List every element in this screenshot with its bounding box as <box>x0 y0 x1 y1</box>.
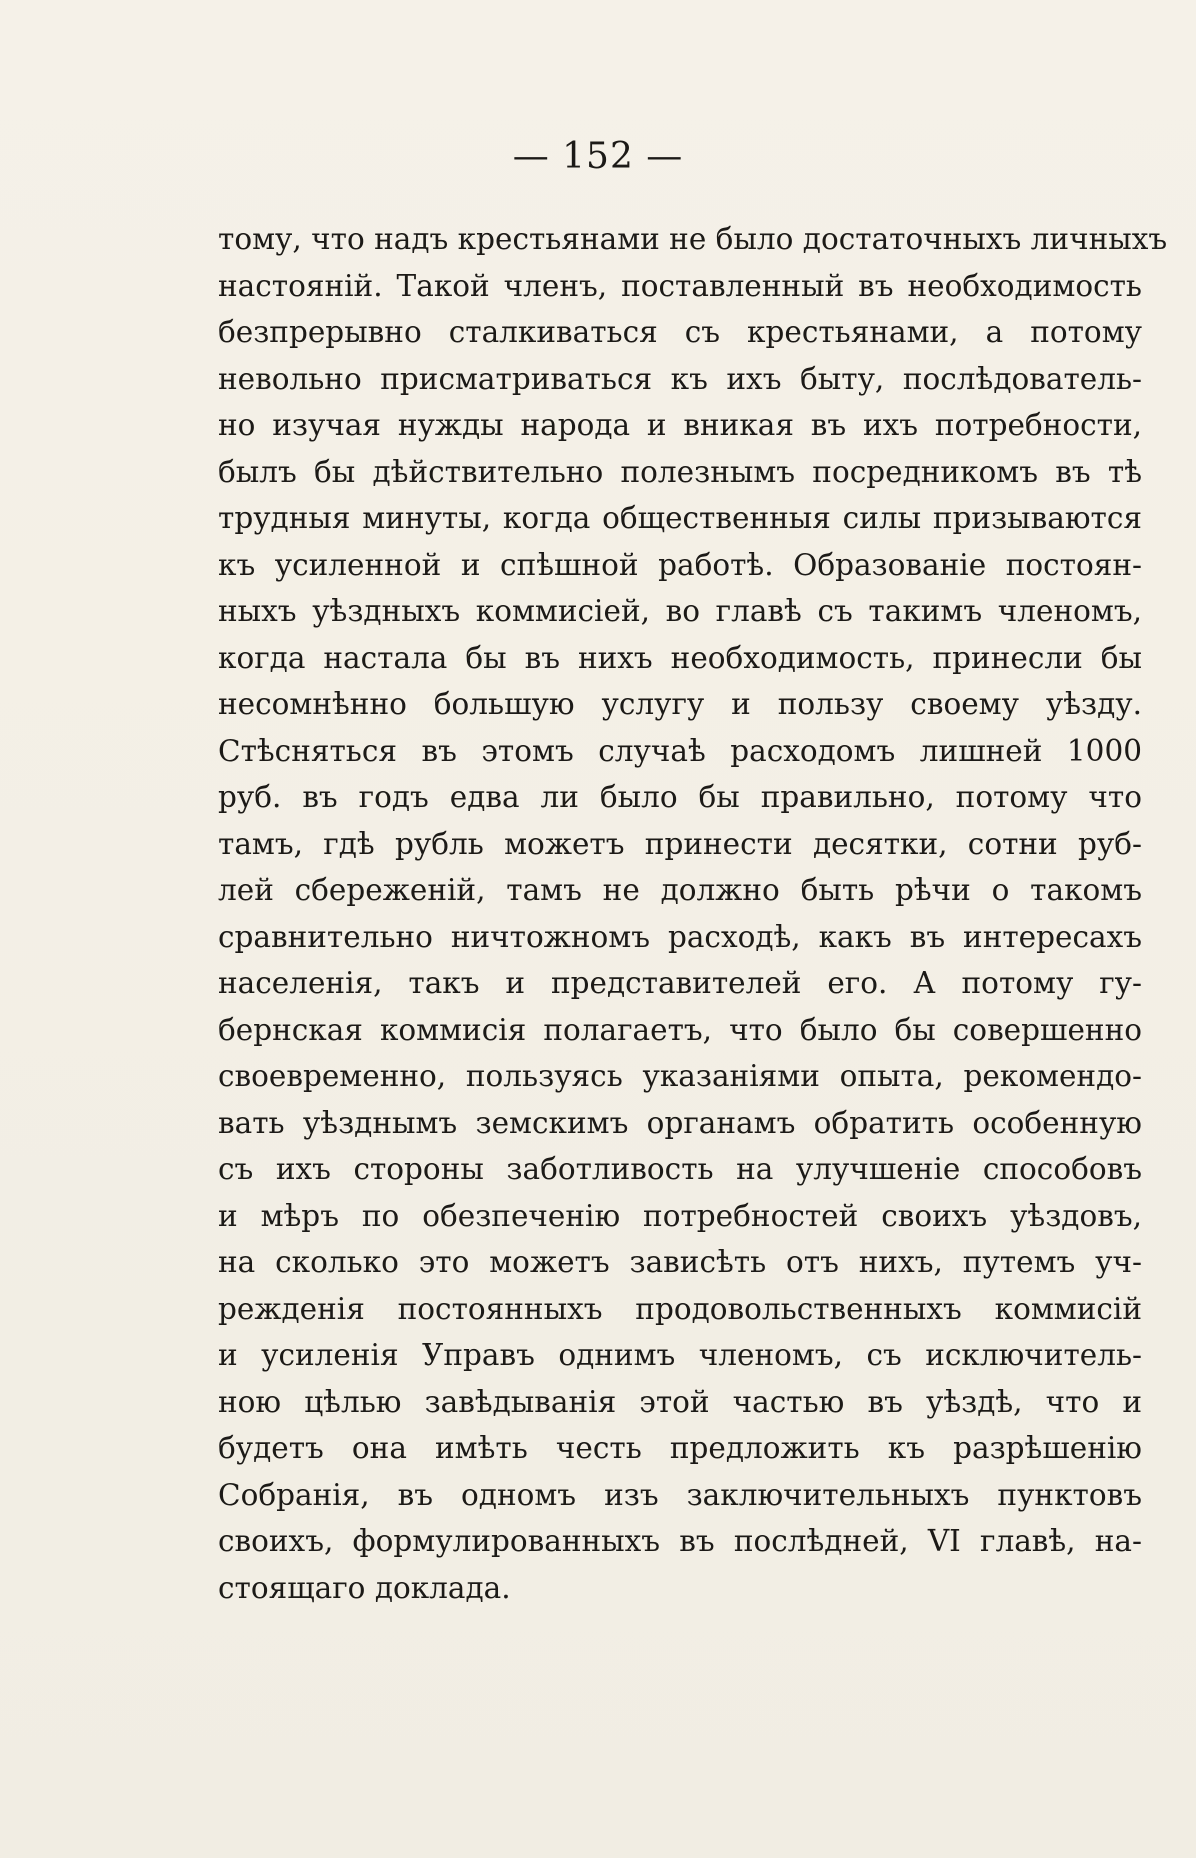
text-line: вать уѣзднымъ земскимъ органамъ обратить особенную <box>218 1105 1142 1140</box>
text-line: своевременно, пользуясь указаніями опыта, рекомендо- <box>218 1059 1142 1093</box>
text-line: трудныя минуты, когда общественныя силы призываются <box>218 501 1142 535</box>
text-line: будетъ она имѣть честь предложить къ разрѣшенію <box>218 1431 1142 1465</box>
text-line: несомнѣнно большую услугу и пользу своему уѣзду. <box>218 687 1142 721</box>
text-line: тому, что надъ крестьянами не было достаточныхъ личныхъ <box>218 222 1168 256</box>
text-line: населенія, такъ и представителей его. А потому гу- <box>218 966 1142 1000</box>
text-line: руб. въ годъ едва ли было бы правильно, потому что <box>218 780 1142 814</box>
page-number: — 152 — <box>512 136 684 177</box>
text-line: безпрерывно сталкиваться съ крестьянами, а потому <box>218 315 1142 349</box>
body-text <box>218 216 1168 1611</box>
text-line: былъ бы дѣйствительно полезнымъ посредникомъ въ тѣ <box>218 454 1142 489</box>
text-line: стоящаго доклада. <box>218 1570 511 1605</box>
text-line: но изучая нужды народа и вникая въ ихъ потребности, <box>218 408 1142 442</box>
text-line: своихъ, формулированныхъ въ послѣдней, VI главѣ, на- <box>218 1524 1142 1558</box>
text-line: настояній. Такой членъ, поставленный въ необходимость <box>218 268 1142 303</box>
text-line: къ усиленной и спѣшной работѣ. Образованіе постоян- <box>218 547 1142 582</box>
text-line: Стѣсняться въ этомъ случаѣ расходомъ лишней 1000 <box>218 733 1142 768</box>
text-line: и мѣръ по обезпеченію потребностей своихъ уѣздовъ, <box>218 1198 1142 1233</box>
text-line: тамъ, гдѣ рубль можетъ принести десятки, сотни руб- <box>218 826 1142 861</box>
text-line: когда настала бы въ нихъ необходимость, принесли бы <box>218 640 1142 675</box>
text-line: и усиленія Управъ однимъ членомъ, съ исключитель- <box>218 1338 1142 1372</box>
text-line: ною цѣлью завѣдыванія этой частью въ уѣздѣ, что и <box>218 1384 1142 1419</box>
text-line: бернская коммисія полагаетъ, что было бы совершенно <box>218 1012 1142 1047</box>
text-line: съ ихъ стороны заботливость на улучшеніе способовъ <box>218 1152 1142 1186</box>
text-line: режденія постоянныхъ продовольственныхъ коммисій <box>218 1291 1142 1326</box>
text-line: ныхъ уѣздныхъ коммисіей, во главѣ съ такимъ членомъ, <box>218 594 1142 628</box>
text-line: сравнительно ничтожномъ расходѣ, какъ въ интересахъ <box>218 919 1142 954</box>
text-line: невольно присматриваться къ ихъ быту, послѣдователь- <box>218 361 1142 396</box>
text-line: лей сбереженій, тамъ не должно быть рѣчи о такомъ <box>218 873 1142 907</box>
text-line: Собранія, въ одномъ изъ заключительныхъ пунктовъ <box>218 1477 1142 1512</box>
text-line: на сколько это можетъ зависѣть отъ нихъ, путемъ уч- <box>218 1245 1142 1279</box>
